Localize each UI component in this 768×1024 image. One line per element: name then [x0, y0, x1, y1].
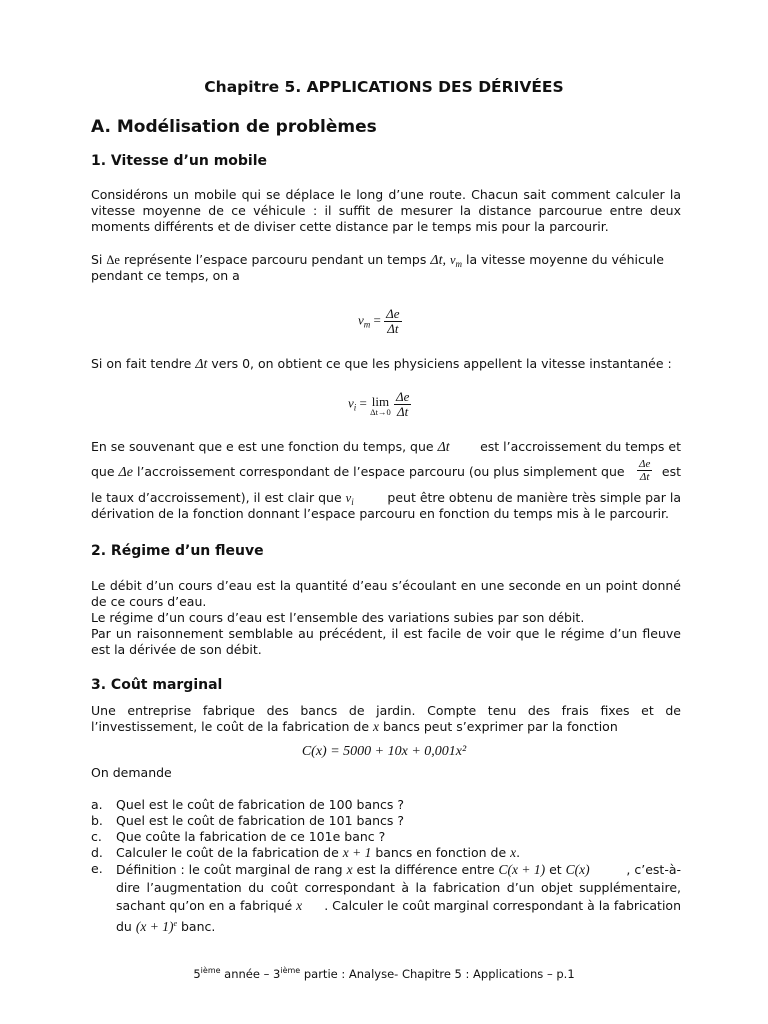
list-item: [91, 829, 681, 845]
section-a-heading: A. Modélisation de problèmes: [91, 117, 377, 137]
text-line: Par un raisonnement semblable au précédent, il est facile de voir que le régime d’un fleuve: [91, 626, 681, 641]
text-span: [91, 490, 354, 506]
list-text: Quel est le coût de fabrication de 101 bancs ?: [116, 813, 405, 828]
math-delta-e: Δe: [118, 465, 133, 480]
limit-label: lim: [371, 394, 390, 409]
equals-sign: =: [359, 395, 367, 411]
math-v: v: [358, 312, 364, 328]
math-expr: (x + 1): [135, 919, 174, 935]
list-label: d.: [91, 845, 103, 860]
list-text: Quel est le coût de fabrication de 100 bancs ?: [116, 797, 405, 812]
text-line: [116, 861, 681, 879]
text-line: dérivation de la fonction donnant l’espace parcouru en fonction du temps mis à le parcourir.: [91, 506, 670, 521]
list-text: [116, 861, 681, 933]
s3-paragraph: [91, 703, 681, 735]
page-title: Chapitre 5. APPLICATIONS DES DÉRIVÉES: [204, 78, 564, 96]
math-x: x: [346, 862, 353, 877]
text-line: Le débit d’un cours d’eau est la quantité d’eau s’écoulant en une seconde en un point donné: [91, 578, 681, 593]
text-span: .: [516, 845, 521, 860]
text-span: [116, 861, 590, 879]
fraction: [384, 307, 401, 336]
text-line: [116, 915, 681, 933]
superscript: ième: [280, 966, 301, 975]
text-line: Considérons un mobile qui se déplace le long d’une route. Chacun sait comment calculer la: [91, 187, 681, 202]
cost-formula: C(x) = 5000 + 10x + 0,001x²: [301, 744, 467, 759]
limit: [370, 396, 391, 417]
s2-heading: 2. Régime d’un fleuve: [91, 543, 264, 559]
text-line: moments différents et de diviser cette distance par le temps mis pour la parcourir.: [91, 219, 609, 234]
text-span: et: [545, 862, 566, 877]
text-line: [91, 356, 681, 372]
list-label: e.: [91, 861, 103, 876]
fraction: [637, 458, 652, 483]
math-v: v: [449, 253, 456, 267]
list-item: [91, 813, 681, 829]
s3-heading: 3. Coût marginal: [91, 677, 223, 693]
text-span: [91, 439, 450, 455]
text-span: vers 0, on obtient ce que les physiciens appellent la vitesse instantanée :: [207, 356, 672, 371]
footer-text: année – 3: [220, 966, 281, 981]
s1-paragraph-3: [91, 356, 681, 372]
math-expr: x + 1: [342, 845, 372, 860]
superscript: ième: [200, 966, 221, 975]
text-line: dire l’augmentation du coût correspondant à la fabrication d’un objet supplémentaire,: [116, 880, 681, 895]
math-v: v: [348, 395, 354, 411]
text-span: du: [116, 919, 136, 935]
list-text: Que coûte la fabrication de ce 101e banc ?: [116, 829, 386, 844]
text-line: Le régime d’un cours d’eau est l’ensemble des variations subies par son débit.: [91, 610, 585, 625]
math-sub: m: [455, 259, 463, 269]
s1-paragraph-4-line-2: [91, 458, 681, 484]
text-line: [91, 490, 681, 506]
text-line: vitesse moyenne de ce véhicule : il suffit de mesurer la distance parcourue entre deux: [91, 203, 681, 218]
text-span: est la différence entre: [352, 862, 499, 877]
text-span: Si: [91, 252, 107, 267]
text-line: de ce cours d’eau.: [91, 594, 207, 609]
numerator: Δe: [386, 306, 400, 321]
math-x: x: [510, 845, 517, 860]
text-span: [116, 897, 302, 915]
superscript: e: [173, 919, 177, 928]
s1-paragraph-1: [91, 187, 681, 235]
text-span: Si on fait tendre: [91, 356, 196, 371]
math-delta-e: Δe: [106, 253, 120, 267]
math-delta-t: Δt,: [430, 253, 446, 268]
text-line: est la dérivée de son débit.: [91, 642, 262, 657]
text-span: représente l’espace parcouru pendant un temps: [119, 252, 431, 267]
text-span: Définition : le coût marginal de rang: [116, 862, 347, 877]
text-line: [91, 252, 681, 268]
text-span: que: [91, 464, 119, 479]
ask-line: On demande: [91, 765, 172, 780]
formula-average-speed: [358, 307, 402, 336]
math-sub: m: [363, 319, 371, 330]
text-line: [91, 719, 681, 735]
math-expr: C(x): [565, 862, 590, 877]
footer-text: partie : Analyse- Chapitre 5 : Applications – p.1: [300, 966, 575, 981]
text-span: , c’est-à-: [626, 862, 681, 877]
text-span: En se souvenant que e est une fonction du temps, que: [91, 439, 438, 454]
text-line: [116, 897, 681, 915]
equals-sign: =: [373, 312, 381, 328]
math-sub: i: [353, 402, 357, 413]
text-span: peut être obtenu de manière très simple par la: [387, 490, 681, 505]
math-x: x: [296, 898, 303, 913]
text-span: est: [661, 464, 681, 479]
text-line: Une entreprise fabrique des bancs de jardin. Compte tenu des frais fixes et de: [91, 703, 681, 718]
text-span: Calculer le coût de la fabrication de: [116, 845, 343, 860]
fraction: [394, 390, 411, 419]
list-item: [91, 797, 681, 813]
formula-instant-speed: [348, 390, 411, 419]
text-span: bancs peut s’exprimer par la fonction: [378, 719, 618, 734]
s1-heading: 1. Vitesse d’un mobile: [91, 153, 268, 169]
math-v: v: [345, 491, 352, 505]
text-span: est l’accroissement du temps et: [480, 439, 681, 454]
s2-paragraph: [91, 578, 681, 658]
list-text: [116, 845, 681, 861]
list-label: b.: [91, 813, 103, 828]
list-item-e: [91, 861, 681, 935]
math-x: x: [372, 719, 379, 734]
denominator: Δt: [639, 471, 650, 483]
text-span: la vitesse moyenne du véhicule: [462, 252, 664, 267]
list-label: c.: [91, 829, 102, 844]
limit-subscript: Δt→0: [370, 407, 391, 417]
list-item: [91, 845, 681, 861]
text-span: le taux d’accroissement), il est clair que: [91, 490, 346, 505]
page-footer: [0, 966, 768, 981]
text-line: [91, 464, 625, 481]
list-label: a.: [91, 797, 103, 812]
math-sub: i: [351, 497, 354, 507]
s1-paragraph-2: [91, 252, 681, 284]
math-delta-t: Δt: [195, 357, 208, 372]
text-span: . Calculer le coût marginal correspondant à la fabrication: [324, 898, 681, 913]
text-span: l’accroissement correspondant de l’espace parcouru (ou plus simplement que: [132, 464, 625, 479]
text-line: [91, 439, 681, 455]
denominator: Δt: [387, 321, 399, 336]
text-span: banc.: [177, 919, 216, 935]
text-line: pendant ce temps, on a: [91, 268, 240, 283]
numerator: Δe: [395, 389, 410, 404]
s1-paragraph-4-line-3: [91, 490, 681, 522]
denominator: Δt: [397, 404, 409, 419]
math-delta-t: Δt: [437, 440, 450, 455]
s1-paragraph-4: [91, 439, 681, 455]
numerator: Δe: [639, 458, 651, 470]
footer-text: 5: [193, 966, 201, 981]
math-expr: C(x + 1): [498, 862, 546, 877]
text-span: sachant qu’on en a fabriqué: [116, 898, 297, 913]
text-span: bancs en fonction de: [371, 845, 511, 860]
text-span: l’investissement, le coût de la fabrication de: [91, 719, 373, 734]
